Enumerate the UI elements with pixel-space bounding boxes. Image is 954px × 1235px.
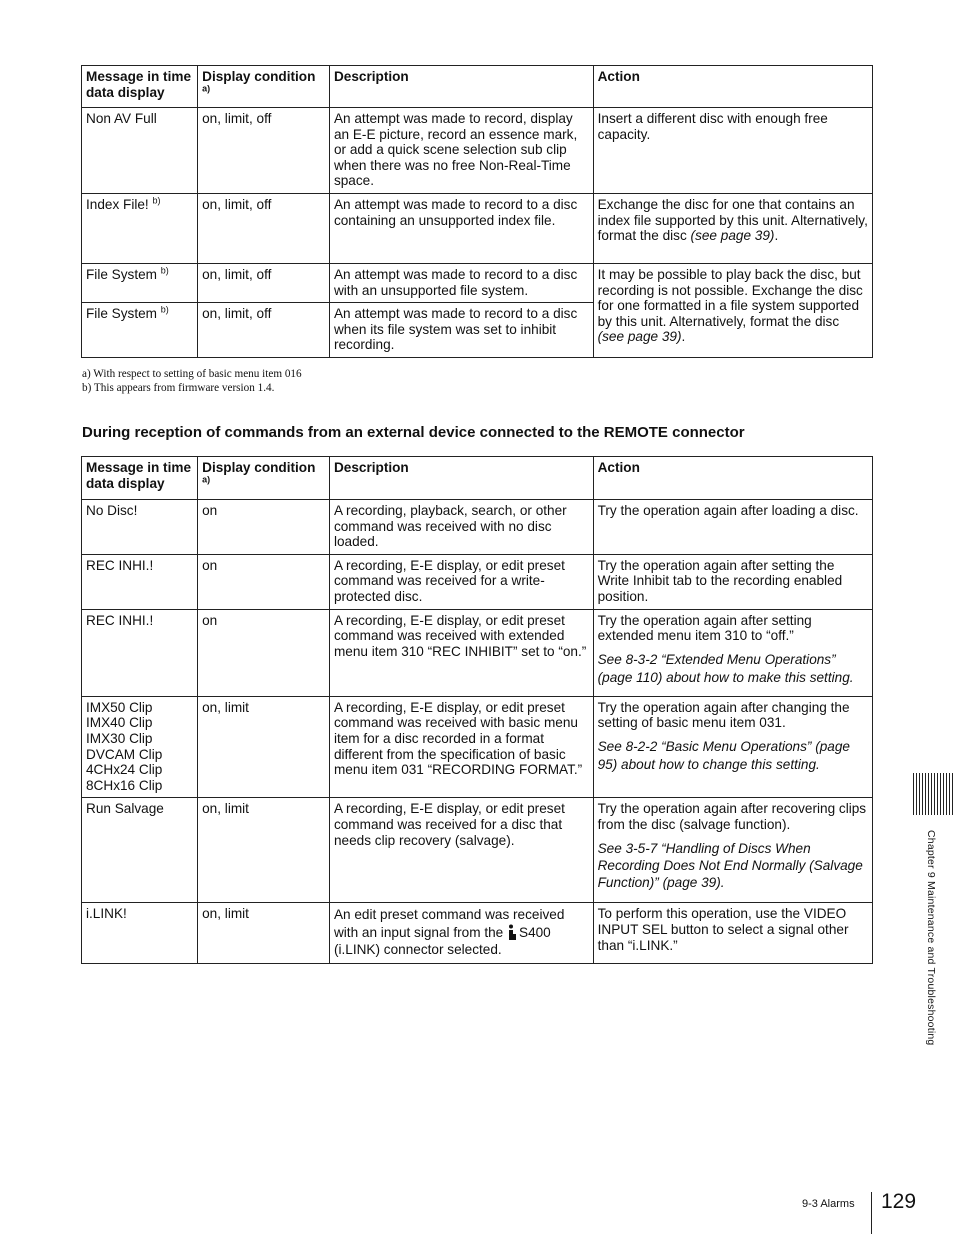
footer-divider xyxy=(871,1192,872,1234)
footnotes xyxy=(82,367,302,395)
cell-condition: on, limit, off xyxy=(198,303,330,358)
ilink-icon xyxy=(508,924,517,941)
cell-action: Try the operation again after loading a disc. xyxy=(593,500,872,555)
cell-description: A recording, E-E display, or edit preset command was received with basic menu item for a disc recorded in a format different from the specification of basic menu item 031 “RECORDING FORMAT.” xyxy=(329,696,593,798)
header-display-condition: Display condition $^{a)}$ xyxy=(198,457,330,500)
chapter-sidebar-label: Chapter 9 Maintenance and Troubleshooting xyxy=(925,830,937,1046)
table-row xyxy=(82,696,873,798)
cell-condition: on xyxy=(198,500,330,555)
table-row xyxy=(82,554,873,609)
cell-condition: on, limit xyxy=(198,798,330,903)
header-message: Message in time data display xyxy=(82,66,198,108)
cell-message: IMX50 Clip IMX40 Clip IMX30 Clip DVCAM Clip 4CHx24 Clip 8CHx16 Clip xyxy=(82,696,198,798)
cell-action: It may be possible to play back the disc, but recording is not possible. Exchange the disc for one formatted in a file system supported by this unit. Alternatively, format the disc (see page 39). xyxy=(593,263,872,357)
table-header-row xyxy=(82,66,873,108)
header-description: Description xyxy=(329,457,593,500)
cell-action: Try the operation again after changing the setting of basic menu item 031. See 8-2-2 “Basic Menu Operations” (page 95) about how to change this setting. xyxy=(593,696,872,798)
cell-action: Try the operation again after setting extended menu item 310 to “off.” See 8-3-2 “Extended Menu Operations” (page 110) about how to make this setting. xyxy=(593,609,872,696)
table-row xyxy=(82,193,873,263)
see-reference: See 8-3-2 “Extended Menu Operations” (page 110) about how to make this setting. xyxy=(597,651,854,685)
cell-description: A recording, E-E display, or edit preset command was received with extended menu item 310 “REC INHIBIT” set to “on.” xyxy=(329,609,593,696)
cell-message: Run Salvage xyxy=(82,798,198,903)
footnote-a: a) With respect to setting of basic menu item 016 xyxy=(82,368,302,380)
table-header-row xyxy=(82,457,873,500)
table-row xyxy=(82,263,873,302)
cell-message: File System $^{b)}$ xyxy=(82,303,198,358)
page-number: 129 xyxy=(881,1190,917,1213)
cell-description: An attempt was made to record to a disc when its file system was set to inhibit recording. xyxy=(329,303,593,358)
cell-condition: on xyxy=(198,609,330,696)
cell-description: An attempt was made to record, display an E-E picture, record an essence mark, or add a quick scene selection sub clip when there was no free Non-Real-Time space. xyxy=(329,108,593,194)
cell-description: An attempt was made to record to a disc containing an unsupported index file. xyxy=(329,193,593,263)
cell-message: Non AV Full xyxy=(82,108,198,194)
section-heading: During reception of commands from an external device connected to the REMOTE connector xyxy=(82,424,745,441)
see-reference: See 8-2-2 “Basic Menu Operations” (page 95) about how to change this setting. xyxy=(597,738,850,772)
cell-condition: on, limit, off xyxy=(198,108,330,194)
table-row xyxy=(82,609,873,696)
cell-condition: on, limit, off xyxy=(198,193,330,263)
table-row xyxy=(82,500,873,555)
cell-description: An attempt was made to record to a disc with an unsupported file system. xyxy=(329,263,593,302)
cell-message: REC INHI.! xyxy=(82,609,198,696)
cell-condition: on xyxy=(198,554,330,609)
cell-action: Try the operation again after setting the Write Inhibit tab to the recording enabled position. xyxy=(593,554,872,609)
header-display-condition: Display condition $^{a)}$ xyxy=(198,66,330,108)
page-reference: (see page 39) xyxy=(690,228,775,244)
cell-condition: on, limit xyxy=(198,696,330,798)
cell-action: Try the operation again after recovering clips from the disc (salvage function). See 3-5-7 “Handling of Discs When Recording Does Not End Normally (Salvage Function)” (page 39). xyxy=(593,798,872,903)
page-reference: (see page 39) xyxy=(597,329,682,345)
table-row xyxy=(82,903,873,964)
table-row xyxy=(82,108,873,194)
cell-action: To perform this operation, use the VIDEO INPUT SEL button to select a signal other than “i.LINK.” xyxy=(593,903,872,964)
header-message: Message in time data display xyxy=(82,457,198,500)
cell-condition: on, limit, off xyxy=(198,263,330,302)
cell-message: i.LINK! xyxy=(82,903,198,964)
cell-description: A recording, playback, search, or other command was received with no disc loaded. xyxy=(329,500,593,555)
cell-action: Exchange the disc for one that contains an index file supported by this unit. Alternatively, format the disc (see page 39). xyxy=(593,193,872,263)
header-action: Action xyxy=(593,457,872,500)
alarm-table-2 xyxy=(81,456,873,964)
table-row xyxy=(82,798,873,903)
see-reference: See 3-5-7 “Handling of Discs When Recording Does Not End Normally (Salvage Function)” (page 39). xyxy=(597,840,863,890)
header-action: Action xyxy=(593,66,872,108)
cell-description: A recording, E-E display, or edit preset command was received for a disc that needs clip recovery (salvage). xyxy=(329,798,593,903)
cell-message: Index File! $^{b)}$ xyxy=(82,193,198,263)
cell-condition: on, limit xyxy=(198,903,330,964)
alarm-table-1 xyxy=(81,65,873,358)
cell-description: A recording, E-E display, or edit preset command was received for a write-protected disc. xyxy=(329,554,593,609)
cell-message: File System $^{b)}$ xyxy=(82,263,198,302)
footer-section: 9-3 Alarms xyxy=(802,1198,855,1210)
chapter-thumb-tab xyxy=(913,773,953,815)
cell-description: An edit preset command was received with an input signal from the S400 (i.LINK) connector selected. xyxy=(329,903,593,964)
header-description: Description xyxy=(329,66,593,108)
cell-action: Insert a different disc with enough free capacity. xyxy=(593,108,872,194)
footnote-b: b) This appears from firmware version 1.4. xyxy=(82,382,275,394)
cell-message: No Disc! xyxy=(82,500,198,555)
cell-message: REC INHI.! xyxy=(82,554,198,609)
